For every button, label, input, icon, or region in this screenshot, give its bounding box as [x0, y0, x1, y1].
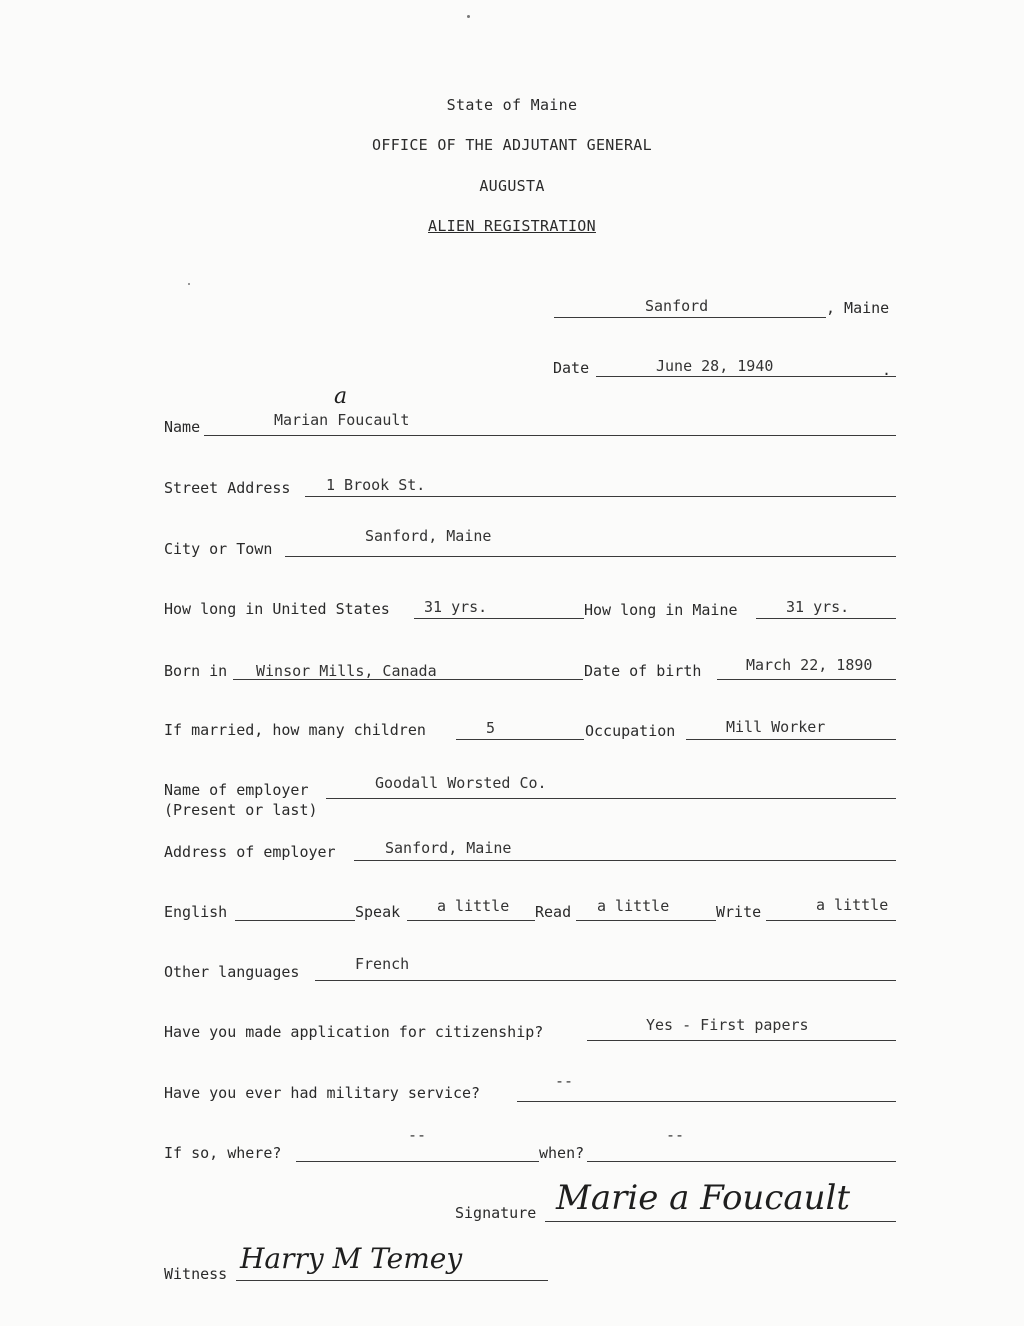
witness-line: [236, 1280, 548, 1281]
citizenship-value: Yes - First papers: [646, 1016, 809, 1034]
write-value: a little: [816, 896, 889, 914]
how-long-maine-label: How long in Maine: [584, 601, 738, 619]
read-line: [576, 920, 716, 921]
how-long-us-value: 31 yrs.: [424, 598, 488, 616]
citizenship-label: Have you made application for citizenship?: [164, 1023, 544, 1041]
occupation-value: Mill Worker: [726, 718, 826, 736]
military-line: [517, 1101, 896, 1102]
employer-value: Goodall Worsted Co.: [375, 774, 547, 792]
date-suffix: .: [882, 361, 892, 379]
write-label: Write: [716, 903, 762, 921]
english-label: English: [164, 903, 228, 921]
street-label: Street Address: [164, 479, 291, 497]
children-line: [456, 739, 584, 740]
witness-value: Harry M Temey: [240, 1242, 463, 1275]
date-value: June 28, 1940: [656, 357, 774, 375]
when-label: when?: [539, 1144, 585, 1162]
state-heading: State of Maine: [446, 96, 578, 114]
form-title-text: ALIEN REGISTRATION: [428, 217, 596, 235]
how-long-us-label: How long in United States: [164, 600, 390, 618]
write-line: [766, 920, 896, 921]
speak-line: [407, 920, 535, 921]
if-so-where-value: --: [408, 1126, 427, 1144]
city-line: [285, 556, 896, 557]
date-label: Date: [553, 359, 590, 377]
other-languages-line: [315, 980, 896, 981]
name-value: Marian Foucault: [274, 411, 410, 429]
employer-sublabel: (Present or last): [164, 801, 318, 819]
street-value: 1 Brook St.: [326, 476, 426, 494]
speak-label: Speak: [355, 903, 401, 921]
english-line: [235, 920, 355, 921]
place-suffix: , Maine: [826, 299, 890, 317]
if-so-label: If so, where?: [164, 1144, 282, 1162]
read-label: Read: [535, 903, 572, 921]
city-label: City or Town: [164, 540, 273, 558]
scan-speck: [467, 15, 470, 18]
dob-label: Date of birth: [584, 662, 702, 680]
signature-value: Marie a Foucault: [556, 1178, 851, 1218]
name-line: [204, 435, 896, 436]
when-value: --: [666, 1126, 685, 1144]
place-line: [554, 317, 826, 318]
military-value: --: [555, 1072, 574, 1090]
witness-label: Witness: [164, 1265, 228, 1283]
how-long-maine-line: [756, 618, 896, 619]
employer-address-value: Sanford, Maine: [385, 839, 512, 857]
how-long-maine-value: 31 yrs.: [786, 598, 850, 616]
speak-value: a little: [437, 897, 510, 915]
employer-line: [326, 798, 896, 799]
when-line: [587, 1161, 896, 1162]
dob-value: March 22, 1890: [746, 656, 873, 674]
citizenship-line: [587, 1040, 896, 1041]
born-in-value: Winsor Mills, Canada: [256, 662, 437, 680]
children-value: 5: [486, 719, 496, 737]
date-line: [596, 376, 896, 377]
name-label: Name: [164, 418, 201, 436]
street-line: [305, 496, 896, 497]
employer-address-label: Address of employer: [164, 843, 336, 861]
other-languages-value: French: [355, 955, 410, 973]
form-title: [0, 217, 1024, 235]
other-languages-label: Other languages: [164, 963, 300, 981]
dob-line: [717, 679, 896, 680]
how-long-us-line: [414, 618, 584, 619]
if-so-where-line: [296, 1161, 539, 1162]
occupation-label: Occupation: [585, 722, 676, 740]
employer-label: Name of employer: [164, 781, 309, 799]
employer-address-line: [354, 860, 896, 861]
scan-speck-2: [188, 283, 190, 285]
city-heading: AUGUSTA: [479, 177, 545, 195]
name-correction: a: [334, 384, 348, 409]
place-value: Sanford: [645, 297, 709, 315]
office-heading: OFFICE OF THE ADJUTANT GENERAL: [372, 136, 652, 154]
military-label: Have you ever had military service?: [164, 1084, 481, 1102]
read-value: a little: [597, 897, 670, 915]
signature-line: [545, 1221, 896, 1222]
city-value: Sanford, Maine: [365, 527, 492, 545]
born-in-label: Born in: [164, 662, 228, 680]
occupation-line: [686, 739, 896, 740]
signature-label: Signature: [455, 1204, 537, 1222]
children-label: If married, how many children: [164, 721, 426, 739]
